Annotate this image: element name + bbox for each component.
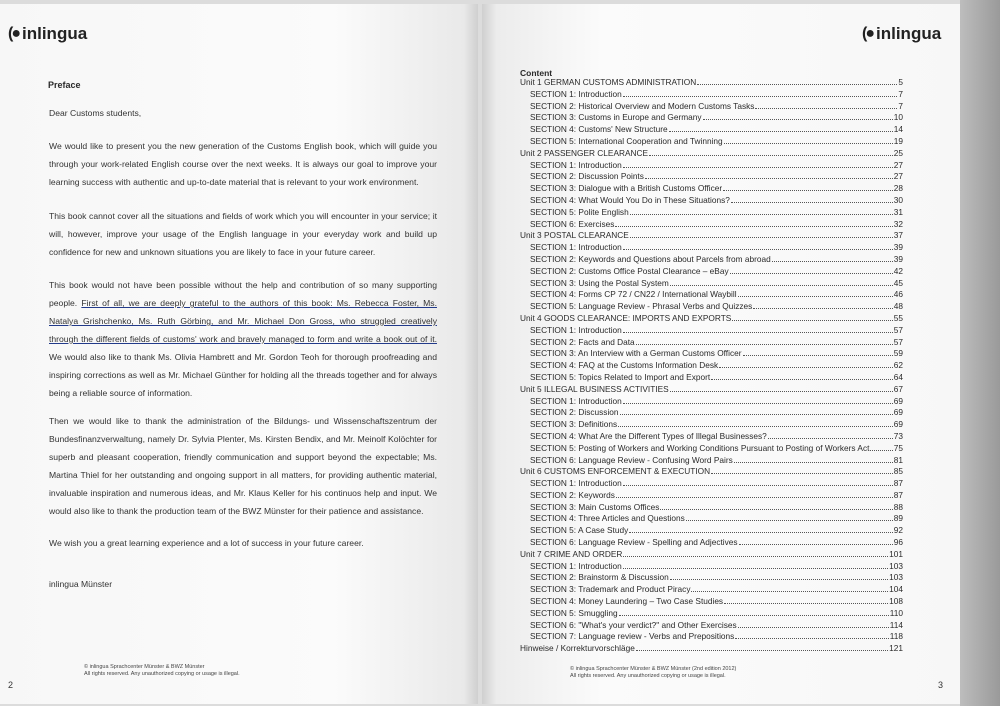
toc-entry-title: SECTION 4: What Would You Do in These Situations? [530, 194, 730, 205]
toc-entry-title: SECTION 1: Introduction [530, 478, 622, 489]
toc-section-row [520, 443, 903, 455]
toc-entry-page: 89 [893, 513, 903, 524]
toc-entry-page: 27 [893, 171, 903, 182]
toc-entry-title: SECTION 1: Introduction [530, 395, 622, 406]
toc-entry-page: 46 [893, 289, 903, 300]
toc-leader-dots [735, 637, 888, 639]
toc-entry-title: SECTION 3: Main Customs Offices [530, 501, 660, 512]
toc-entry-title: SECTION 5: Polite English [530, 206, 629, 217]
toc-entry-title: SECTION 5: Language Review - Phrasal Verbs and Quizzes [530, 301, 753, 312]
toc-entry-title: SECTION 2: Facts and Data [530, 336, 635, 347]
toc-entry-title: Unit 6 CUSTOMS ENFORCEMENT & EXECUTION [520, 466, 711, 477]
toc-leader-dots [619, 614, 889, 616]
toc-section-row [520, 572, 903, 584]
toc-section-row [520, 620, 903, 632]
toc-entry-title: Unit 4 GOODS CLEARANCE: IMPORTS AND EXPORTS [520, 312, 732, 323]
toc-leader-dots [660, 508, 892, 510]
left-page [0, 4, 478, 704]
toc-leader-dots [711, 378, 893, 380]
toc-section-row [520, 207, 903, 219]
toc-entry-page: 81 [893, 454, 903, 465]
toc-unit-row [520, 230, 903, 242]
table-of-contents [520, 77, 903, 655]
inlingua-logo-icon: (● [8, 25, 19, 42]
toc-entry-title: SECTION 3: Using the Postal System [530, 277, 669, 288]
toc-entry-page: 87 [893, 478, 903, 489]
toc-leader-dots [630, 213, 893, 215]
toc-entry-page: 101 [889, 548, 903, 559]
toc-entry-title: SECTION 5: Smuggling [530, 607, 618, 618]
thanks-paragraph [49, 276, 437, 402]
toc-section-row [520, 631, 903, 643]
right-footer [570, 666, 736, 680]
toc-leader-dots [711, 472, 893, 474]
toc-entry-page: 75 [893, 442, 903, 453]
toc-entry-title: Hinweise / Korrekturvorschläge [520, 643, 635, 654]
toc-entry-title: SECTION 5: Topics Related to Import and Export [530, 371, 711, 382]
left-logo-text: inlingua [22, 24, 88, 43]
toc-leader-dots [739, 543, 893, 545]
toc-entry-title: SECTION 6: "What's your verdict?" and Other Exercises [530, 619, 737, 630]
toc-leader-dots [623, 555, 888, 557]
toc-entry-page: 57 [893, 324, 903, 335]
toc-entry-page: 57 [893, 336, 903, 347]
toc-entry-page: 69 [893, 395, 903, 406]
right-footer-copyright: © inlingua Sprachcenter Münster & BWZ Münster (2nd edition 2012) [570, 666, 737, 672]
toc-section-row [520, 608, 903, 620]
toc-leader-dots [649, 154, 893, 156]
toc-section-row [520, 407, 903, 419]
toc-unit-row [520, 643, 903, 655]
toc-leader-dots [615, 225, 892, 227]
left-footer-copyright: © inlingua Sprachcenter Münster & BWZ Münster [84, 664, 205, 670]
book-edge [960, 0, 1000, 706]
toc-section-row [520, 195, 903, 207]
right-page-number: 3 [938, 680, 944, 690]
toc-leader-dots [630, 236, 893, 238]
toc-leader-dots [697, 83, 897, 85]
toc-leader-dots [620, 413, 893, 415]
toc-leader-dots [734, 461, 893, 463]
toc-entry-page: 104 [889, 584, 903, 595]
toc-entry-page: 118 [889, 631, 903, 642]
toc-entry-title: SECTION 1: Introduction [530, 560, 622, 571]
signature: inlingua Münster [49, 579, 113, 589]
intro-paragraph: We would like to present you the new generation of the Customs English book, which will guide you through your work-related English course over the next weeks. It is always our goal to improve your learning success with authentic and up-to-date material that is relevant to your work environment. [49, 141, 437, 187]
toc-entry-page: 7 [898, 100, 903, 111]
toc-entry-title: SECTION 2: Discussion [530, 407, 619, 418]
toc-leader-dots [623, 95, 898, 97]
toc-entry-page: 7 [898, 88, 903, 99]
toc-entry-page: 103 [889, 572, 903, 583]
toc-leader-dots [623, 331, 893, 333]
toc-entry-title: SECTION 4: Customs' New Structure [530, 124, 668, 135]
toc-leader-dots [703, 118, 893, 120]
toc-section-row [520, 584, 903, 596]
toc-leader-dots [768, 437, 893, 439]
toc-section-row [520, 278, 903, 290]
toc-entry-title: SECTION 2: Brainstorm & Discussion [530, 572, 669, 583]
toc-entry-title: SECTION 4: What Are the Different Types of Illegal Businesses? [530, 430, 767, 441]
toc-unit-row [520, 549, 903, 561]
toc-leader-dots [755, 107, 897, 109]
toc-section-row [520, 242, 903, 254]
toc-section-row [520, 596, 903, 608]
toc-entry-page: 5 [898, 77, 903, 87]
toc-unit-row [520, 77, 903, 89]
toc-entry-page: 64 [893, 371, 903, 382]
toc-unit-row [520, 384, 903, 396]
toc-entry-title: Unit 1 GERMAN CUSTOMS ADMINISTRATION [520, 77, 697, 87]
toc-section-row [520, 337, 903, 349]
toc-section-row [520, 266, 903, 278]
toc-leader-dots [731, 201, 893, 203]
toc-leader-dots [870, 449, 892, 451]
toc-section-row [520, 254, 903, 266]
toc-leader-dots [623, 484, 893, 486]
toc-section-row [520, 478, 903, 490]
toc-entry-title: SECTION 5: International Cooperation and Twinning [530, 135, 723, 146]
toc-entry-page: 108 [889, 596, 903, 607]
toc-entry-page: 48 [893, 301, 903, 312]
thanks-intro: This book would not have been possible without the help and contribution of so many supporting people. [49, 280, 437, 308]
toc-entry-page: 92 [893, 525, 903, 536]
toc-section-row [520, 289, 903, 301]
toc-entry-title: SECTION 6: Language Review - Spelling and Adjectives [530, 537, 738, 548]
toc-section-row [520, 490, 903, 502]
toc-section-row [520, 561, 903, 573]
scope-paragraph: This book cannot cover all the situations and fields of work which you will encounter in your service; it will, however, improve your usage of the English language in your everyday work and build up confidence for new and unknown situations you are likely to face in your future career. [49, 211, 437, 257]
toc-entry-title: SECTION 1: Introduction [530, 159, 622, 170]
toc-entry-page: 25 [893, 147, 903, 158]
toc-leader-dots [719, 366, 893, 368]
toc-leader-dots [724, 602, 888, 604]
toc-entry-title: SECTION 6: Exercises [530, 218, 615, 229]
toc-section-row [520, 101, 903, 113]
toc-section-row [520, 431, 903, 443]
toc-leader-dots [623, 567, 888, 569]
toc-leader-dots [686, 519, 893, 521]
toc-entry-page: 88 [893, 501, 903, 512]
toc-entry-page: 10 [893, 112, 903, 123]
toc-leader-dots [618, 425, 893, 427]
toc-section-row [520, 372, 903, 384]
toc-section-row [520, 513, 903, 525]
toc-entry-page: 19 [893, 135, 903, 146]
toc-section-row [520, 455, 903, 467]
toc-entry-page: 96 [893, 537, 903, 548]
authors-underlined: First of all, we are deeply grateful to the authors of this book: Ms. Rebecca Foster, Ms. Natalya Grishchenko, Ms. Ruth Görbing, and Mr. Michael Don Gross, who struggled creatively through the different fields of customs' work and bravely managed to form and write a book out of it. [49, 298, 437, 344]
preface-title: Preface [48, 80, 81, 90]
toc-section-row [520, 537, 903, 549]
right-footer-rights: All rights reserved. Any unauthorized copying or usage is illegal. [570, 673, 726, 679]
toc-leader-dots [738, 295, 893, 297]
toc-section-row [520, 124, 903, 136]
toc-entry-page: 55 [893, 312, 903, 323]
toc-entry-page: 69 [893, 419, 903, 430]
toc-leader-dots [669, 130, 893, 132]
toc-entry-title: SECTION 3: Dialogue with a British Customs Officer [530, 183, 723, 194]
toc-section-row [520, 183, 903, 195]
toc-leader-dots [691, 590, 888, 592]
wishes-paragraph: We wish you a great learning experience and a lot of success in your future career. [49, 538, 364, 548]
right-logo [862, 24, 941, 44]
toc-leader-dots [616, 496, 893, 498]
toc-entry-page: 39 [893, 242, 903, 253]
right-page [482, 4, 960, 704]
toc-leader-dots [732, 319, 892, 321]
toc-entry-page: 37 [893, 230, 903, 241]
right-logo-text: inlingua [876, 24, 942, 43]
toc-section-row [520, 396, 903, 408]
toc-leader-dots [670, 284, 893, 286]
toc-entry-title: SECTION 1: Introduction [530, 324, 622, 335]
toc-entry-page: 69 [893, 407, 903, 418]
toc-entry-title: Unit 7 CRIME AND ORDER [520, 548, 623, 559]
toc-entry-title: SECTION 1: Introduction [530, 242, 622, 253]
toc-entry-page: 67 [893, 383, 903, 394]
toc-unit-row [520, 148, 903, 160]
toc-entry-title: Unit 3 POSTAL CLEARANCE [520, 230, 629, 241]
toc-entry-page: 59 [893, 348, 903, 359]
left-footer [84, 664, 240, 678]
toc-entry-title: SECTION 2: Keywords [530, 489, 615, 500]
toc-leader-dots [623, 248, 893, 250]
toc-leader-dots [636, 343, 893, 345]
toc-entry-page: 31 [893, 206, 903, 217]
toc-entry-page: 28 [893, 183, 903, 194]
toc-entry-title: SECTION 4: FAQ at the Customs Information Desk [530, 360, 719, 371]
toc-leader-dots [629, 531, 893, 533]
toc-section-row [520, 348, 903, 360]
toc-entry-title: SECTION 3: An Interview with a German Customs Officer [530, 348, 742, 359]
toc-entry-title: SECTION 1: Introduction [530, 88, 622, 99]
toc-leader-dots [738, 626, 889, 628]
toc-leader-dots [636, 649, 888, 651]
toc-entry-title: SECTION 5: Posting of Workers and Working Conditions Pursuant to Posting of Workers Act [530, 442, 870, 453]
toc-entry-page: 45 [893, 277, 903, 288]
toc-leader-dots [670, 390, 893, 392]
toc-section-row [520, 112, 903, 124]
toc-entry-page: 85 [893, 466, 903, 477]
toc-unit-row [520, 466, 903, 478]
toc-entry-page: 110 [889, 607, 903, 618]
toc-entry-title: SECTION 4: Forms CP 72 / CN22 / International Waybill [530, 289, 737, 300]
toc-leader-dots [743, 354, 893, 356]
toc-section-row [520, 89, 903, 101]
toc-entry-title: SECTION 2: Historical Overview and Modern Customs Tasks [530, 100, 755, 111]
toc-section-row [520, 525, 903, 537]
toc-entry-title: SECTION 6: Language Review - Confusing Word Pairs [530, 454, 733, 465]
toc-section-row [520, 419, 903, 431]
toc-entry-page: 30 [893, 194, 903, 205]
toc-section-row [520, 502, 903, 514]
toc-entry-page: 39 [893, 253, 903, 264]
toc-entry-page: 14 [893, 124, 903, 135]
administration-paragraph: Then we would like to thank the administration of the Bildungs- und Wissenschaftszentrum der Bundesfinanzverwaltung, namely Dr. Sylvia Plenter, Ms. Kirsten Bendix, and Mr. Meinolf Kolöchter for superb and pleasant cooperation, friendly communication and support beyond the expectable; Ms. Martina Thiel for her outstanding and ongoing support in all matters, for providing authentic material, invaluable inspiration and numerous ideas, and Mr. Klaus Keller for his continuos help and input. We would also like to thank the production team of the BWZ Münster for their patience and assistance. [49, 416, 437, 516]
toc-entry-title: SECTION 4: Money Laundering – Two Case Studies [530, 596, 724, 607]
toc-section-row [520, 325, 903, 337]
salutation: Dear Customs students, [49, 108, 142, 118]
toc-entry-title: SECTION 5: A Case Study [530, 525, 629, 536]
toc-entry-title: SECTION 7: Language review - Verbs and Prepositions [530, 631, 735, 642]
toc-title: Content [520, 68, 553, 78]
toc-entry-title: SECTION 2: Customs Office Postal Clearance – eBay [530, 265, 729, 276]
toc-leader-dots [623, 402, 893, 404]
toc-entry-title: SECTION 2: Keywords and Questions about Parcels from abroad [530, 253, 771, 264]
inlingua-logo-icon: (● [862, 25, 873, 42]
toc-section-row [520, 171, 903, 183]
thanks-rest: We would also like to thank Ms. Olivia Hambrett and Mr. Gordon Teoh for thorough proofreading and inspiring corrections as well as Mr. Michael Günther for holding all the threads together and for always being a reliable source of information. [49, 352, 437, 398]
toc-entry-page: 42 [893, 265, 903, 276]
toc-leader-dots [724, 142, 893, 144]
left-logo [8, 24, 87, 44]
toc-leader-dots [772, 260, 893, 262]
toc-entry-title: Unit 2 PASSENGER CLEARANCE [520, 147, 649, 158]
toc-entry-page: 32 [893, 218, 903, 229]
toc-leader-dots [753, 307, 892, 309]
toc-section-row [520, 301, 903, 313]
left-footer-rights: All rights reserved. Any unauthorized copying or usage is illegal. [84, 671, 240, 677]
toc-entry-page: 62 [893, 360, 903, 371]
toc-leader-dots [623, 166, 893, 168]
left-page-number: 2 [8, 680, 14, 690]
toc-unit-row [520, 313, 903, 325]
toc-leader-dots [730, 272, 893, 274]
toc-entry-page: 103 [889, 560, 903, 571]
toc-entry-title: Unit 5 ILLEGAL BUSINESS ACTIVITIES [520, 383, 669, 394]
toc-section-row [520, 360, 903, 372]
toc-entry-page: 27 [893, 159, 903, 170]
toc-leader-dots [645, 177, 893, 179]
toc-leader-dots [723, 189, 893, 191]
toc-entry-page: 121 [889, 643, 903, 654]
toc-entry-title: SECTION 2: Discussion Points [530, 171, 644, 182]
toc-entry-title: SECTION 4: Three Articles and Questions [530, 513, 685, 524]
toc-entry-page: 87 [893, 489, 903, 500]
toc-section-row [520, 160, 903, 172]
toc-entry-title: SECTION 3: Trademark and Product Piracy [530, 584, 691, 595]
toc-section-row [520, 219, 903, 231]
toc-entry-page: 73 [893, 430, 903, 441]
toc-entry-title: SECTION 3: Definitions [530, 419, 618, 430]
toc-entry-title: SECTION 3: Customs in Europe and Germany [530, 112, 702, 123]
toc-leader-dots [670, 578, 888, 580]
toc-section-row [520, 136, 903, 148]
toc-entry-page: 114 [889, 619, 903, 630]
